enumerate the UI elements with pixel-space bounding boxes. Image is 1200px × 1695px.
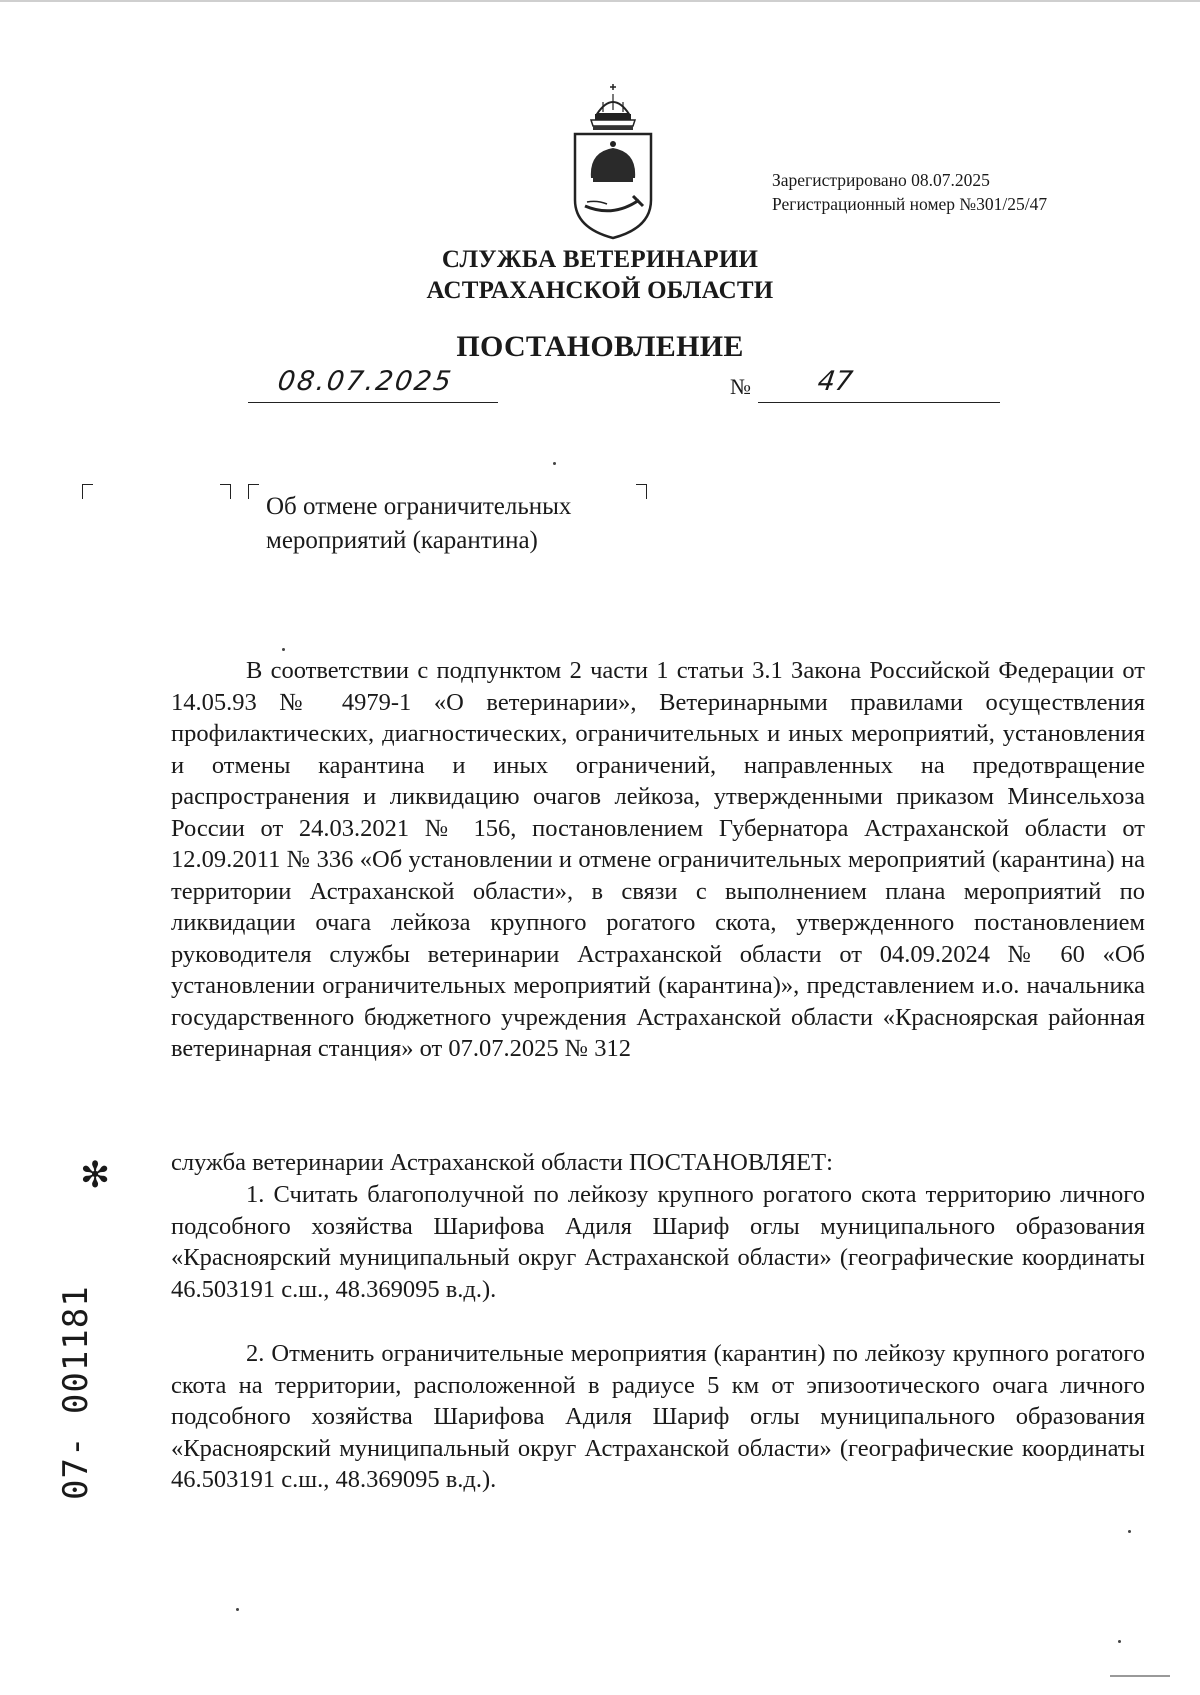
bracket-corner-icon	[82, 484, 93, 499]
agency-name	[0, 244, 1200, 306]
agency-line-1: СЛУЖБА ВЕТЕРИНАРИИ	[441, 246, 759, 273]
document-type-title: ПОСТАНОВЛЕНИЕ	[456, 330, 744, 363]
decree-line	[171, 1147, 1145, 1179]
registration-stamp	[772, 168, 1047, 216]
scan-top-edge	[0, 0, 1200, 2]
subject-line-2: мероприятий (карантина)	[266, 527, 538, 554]
scan-edge-mark	[1110, 1675, 1170, 1677]
preamble-paragraph	[171, 655, 1145, 1065]
scan-speck	[282, 648, 285, 651]
document-subject	[266, 490, 571, 558]
asterisk-mark-icon: ✻	[80, 1155, 111, 1196]
subject-line-1: Об отмене ограничительных	[266, 493, 572, 520]
registration-date: Зарегистрировано 08.07.2025	[772, 170, 990, 190]
margin-registry-code: 07- 001181	[56, 1285, 96, 1500]
scan-speck	[553, 462, 556, 465]
scan-speck	[1128, 1530, 1131, 1533]
scan-speck	[1118, 1640, 1121, 1643]
bracket-corner-icon	[220, 484, 231, 499]
coat-of-arms-emblem	[567, 82, 659, 240]
agency-line-2: АСТРАХАНСКОЙ ОБЛАСТИ	[426, 277, 774, 304]
item-1-text: 1. Считать благополучной по лейкозу крупного рогатого скота территорию личного подсобного хозяйства Шарифова Адиля Шариф оглы муниципального образования «Красноярский муниципальный округ Астраханской области» (географические координаты 46.503191 с.ш., 48.369095 в.д.).	[171, 1181, 1145, 1303]
bracket-corner-icon	[636, 484, 647, 499]
handwritten-number: 47	[815, 366, 855, 397]
decision-item-1	[171, 1179, 1145, 1305]
preamble-text: В соответствии с подпунктом 2 части 1 статьи 3.1 Закона Российской Федерации от 14.05.93 № 4979-1 «О ветеринарии», Ветеринарными правилами осуществления профилактических, диагностических, ограничительных и иных мероприятий, установления и отмены карантина и иных ограничений, направленных на предотвращение распространения и ликвидацию очагов лейкоза, утвержденными приказом Минсельхоза России от 24.03.2021 № 156, постановлением Губернатора Астраханской области от 12.09.2011 № 336 «Об установлении и отмене ограничительных мероприятий (карантина) на территории Астраханской области», в связи с выполнением плана мероприятий по ликвидации очага лейкоза крупного рогатого скота, утвержденного постановлением руководителя службы ветеринарии Астраханской области от 04.09.2024 № 60 «Об установлении ограничительных мероприятий (карантина)», представлением и.о. начальника государственного бюджетного учреждения Астраханской области «Красноярская районная ветеринарная станция» от 07.07.2025 № 312	[171, 657, 1145, 1062]
number-underline	[758, 372, 1000, 403]
registration-number: Регистрационный номер №301/25/47	[772, 194, 1048, 214]
decision-item-2	[171, 1338, 1145, 1496]
item-2-text: 2. Отменить ограничительные мероприятия (карантин) по лейкозу крупного рогатого скота на территории, расположенной в радиусе 5 км от эпизоотического очага личного подсобного хозяйства Шарифова Адиля Шариф оглы муниципального образования «Красноярский муниципальный округ Астраханской области» (географические координаты 46.503191 с.ш., 48.369095 в.д.).	[171, 1340, 1145, 1493]
number-sign: №	[730, 374, 751, 399]
decree-text: служба ветеринарии Астраханской области ПОСТАНОВЛЯЕТ:	[171, 1149, 833, 1176]
scan-speck	[236, 1608, 239, 1611]
bracket-corner-icon	[248, 484, 259, 499]
handwritten-date: 08.07.2025	[275, 366, 455, 397]
